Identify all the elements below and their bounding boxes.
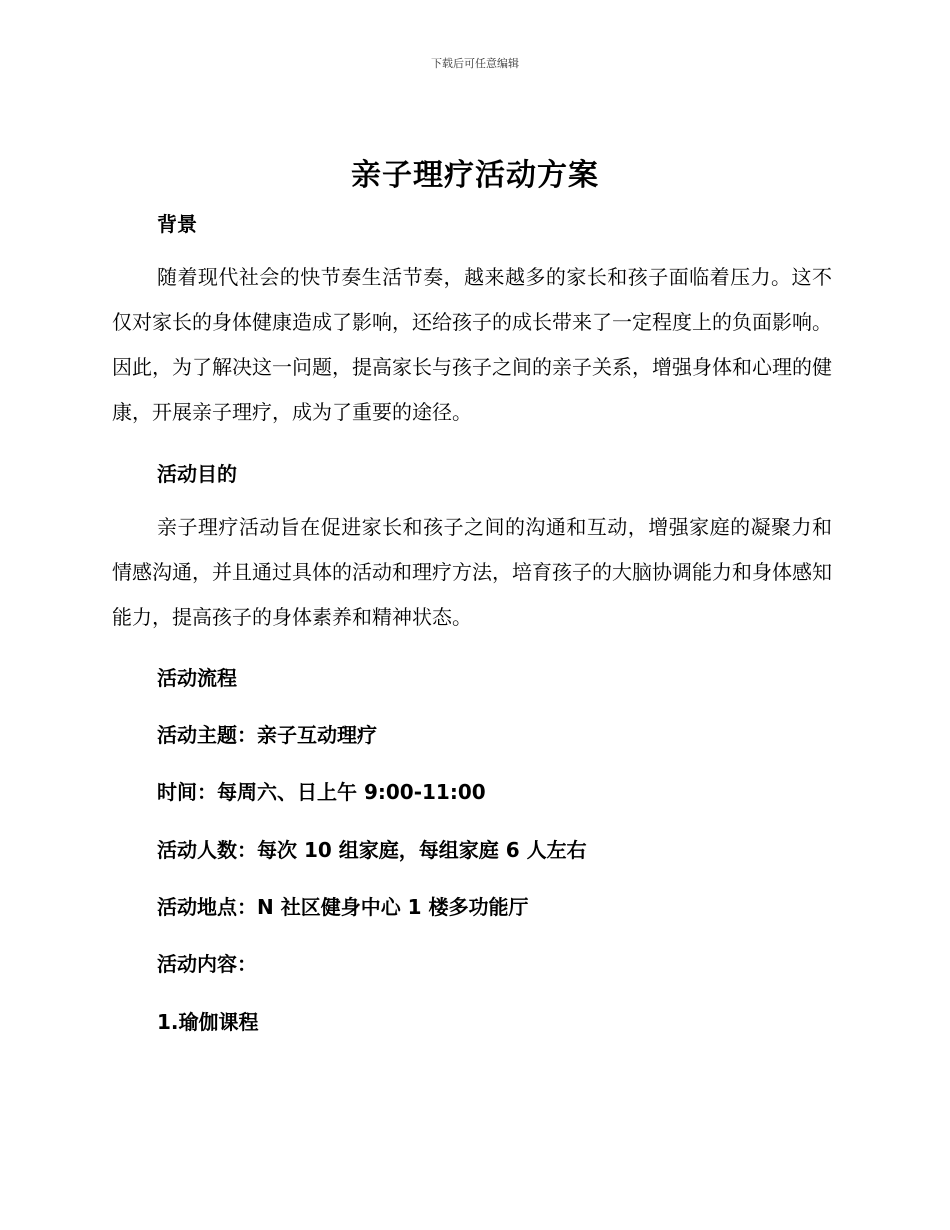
- purpose-heading: 活动目的: [157, 462, 237, 486]
- background-paragraph: 随着现代社会的快节奏生活节奏，越来越多的家长和孩子面临着压力。这不仅对家长的身体健康造成了影响，还给孩子的成长带来了一定程度上的负面影响。因此，为了解决这一问题，提高家长与孩子之间的亲子关系，增强身体和心理的健康，开展亲子理疗，成为了重要的途径。: [112, 265, 832, 424]
- activity-theme: 活动主题：亲子互动理疗: [157, 723, 377, 747]
- process-heading: 活动流程: [157, 666, 237, 690]
- purpose-paragraph: 亲子理疗活动旨在促进家长和孩子之间的沟通和互动，增强家庭的凝聚力和情感沟通，并且通过具体的活动和理疗方法，培育孩子的大脑协调能力和身体感知能力，提高孩子的身体素养和精神状态。: [112, 515, 832, 629]
- background-heading: 背景: [157, 212, 197, 236]
- activity-time: 时间：每周六、日上午 9:00-11:00: [157, 780, 486, 804]
- document-title: 亲子理疗活动方案: [351, 158, 599, 193]
- activity-location: 活动地点：N 社区健身中心 1 楼多功能厅: [157, 895, 529, 919]
- activity-participants: 活动人数：每次 10 组家庭，每组家庭 6 人左右: [157, 838, 587, 862]
- content-item-1: 1.瑜伽课程: [157, 1010, 259, 1034]
- header-note: 下载后可任意编辑: [431, 57, 519, 70]
- activity-content-heading: 活动内容：: [157, 952, 257, 976]
